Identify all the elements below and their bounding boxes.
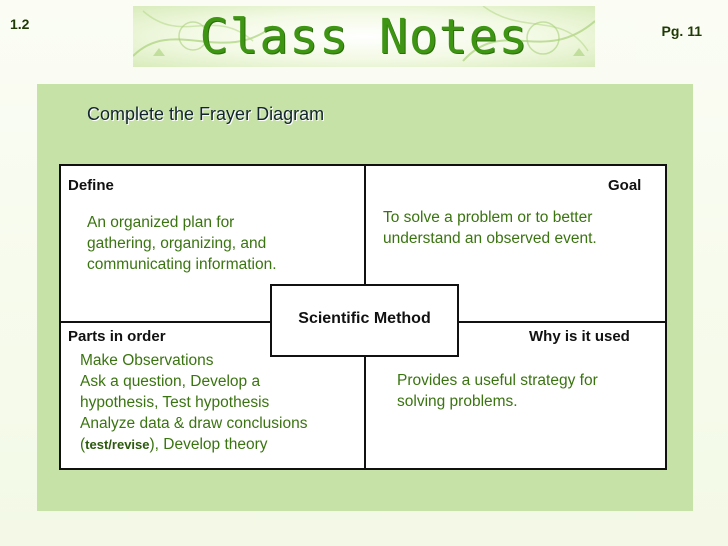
why-line: Provides a useful strategy for bbox=[397, 372, 598, 389]
goal-line: understand an observed event. bbox=[383, 230, 597, 247]
center-term: Scientific Method bbox=[298, 310, 431, 327]
define-line: An organized plan for bbox=[87, 214, 235, 231]
parts-line: Make Observations bbox=[80, 352, 214, 369]
page-number: Pg. 11 bbox=[661, 23, 702, 39]
why-line: solving problems. bbox=[397, 393, 518, 410]
parts-line: Analyze data & draw conclusions bbox=[80, 415, 308, 432]
slide-number: 1.2 bbox=[10, 16, 30, 32]
banner-title: Class Notes bbox=[199, 9, 529, 65]
parts-line: hypothesis, Test hypothesis bbox=[80, 394, 270, 411]
define-text bbox=[87, 212, 277, 275]
define-line: gathering, organizing, and bbox=[87, 235, 267, 252]
parts-label: Parts in order bbox=[68, 328, 166, 345]
goal-label: Goal bbox=[608, 177, 642, 194]
goal-line: To solve a problem or to better bbox=[383, 209, 593, 226]
parts-bold: test/revise bbox=[85, 437, 150, 452]
parts-line-last bbox=[80, 434, 307, 455]
why-text bbox=[397, 370, 598, 412]
parts-suffix: ), Develop theory bbox=[149, 436, 268, 453]
parts-text bbox=[80, 350, 307, 455]
define-label: Define bbox=[68, 177, 114, 194]
page-heading: Complete the Frayer Diagram bbox=[87, 104, 325, 124]
title-banner bbox=[133, 6, 595, 67]
parts-prefix: ( bbox=[80, 436, 86, 453]
parts-line: Ask a question, Develop a bbox=[80, 373, 261, 390]
why-label: Why is it used bbox=[529, 328, 630, 345]
goal-text bbox=[383, 207, 597, 249]
define-line: communicating information. bbox=[87, 256, 277, 273]
